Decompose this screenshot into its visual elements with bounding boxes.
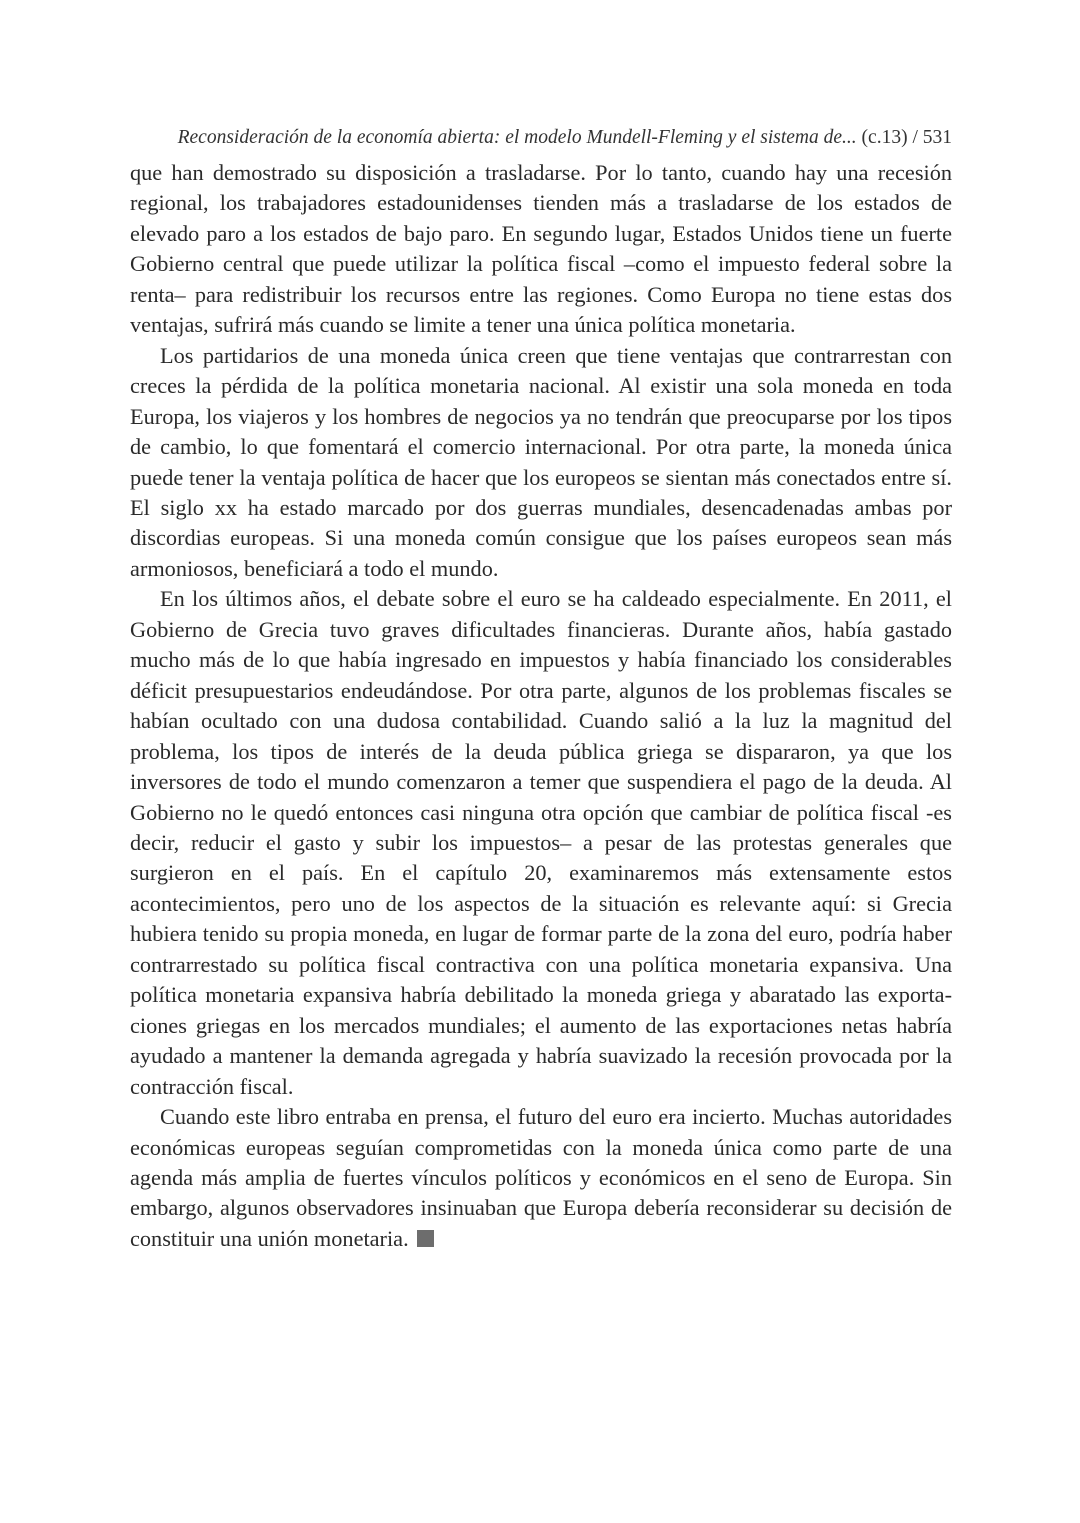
- paragraph-continued: que han demostrado su disposición a trasladarse. Por lo tanto, cuando hay una recesión regional, los trabajadores estadounidenses tienden más a trasladarse de los estados de elevado paro a los estados de bajo paro. En segundo lugar, Estados Unidos tiene un fuerte Gobierno central que puede utilizar la política fiscal –como el impuesto federal sobre la renta– para redistribuir los recursos entre las regiones. Como Europa no tiene estas dos ventajas, sufrirá más cuando se limite a tener una única política monetaria.: [130, 160, 952, 338]
- running-title: Reconsideración de la economía abierta: el modelo Mundell-Fleming y el sistema de...: [177, 127, 857, 148]
- paragraph: En los últimos años, el debate sobre el euro se ha caldeado especialmente. En 2011, el Gobierno de Grecia tuvo graves dificultades financieras. Durante años, había gastado mucho más de lo que había ingresado en impuestos y había financiado los considerables déficit presupuestarios endeudándose. Por otra parte, algunos de los problemas fiscales se habían ocultado con una dudosa contabilidad. Cuando salió a la luz la magnitud del problema, los tipos de interés de la deuda pública griega se dispararon, ya que los inversores de todo el mundo comenzaron a temer que suspendiera el pago de la deuda. Al Gobierno no le quedó entonces casi ninguna otra opción que cambiar de política fiscal -es decir, reducir el gasto y subir los impuestos– a pesar de las protestas generales que surgieron en el país. En el capítulo 20, examinaremos más extensamente estos acontecimientos, pero uno de los aspectos de la situación es relevante aquí: si Grecia hubiera tenido su propia moneda, en lugar de formar parte de la zona del euro, podría haber contrarrestado su política fiscal contractiva con una política monetaria expansiva. Una política monetaria expansiva habría debilitado la moneda griega y abaratado las exportaciones griegas en los mercados mundiales; el aumento de las exportaciones netas habría ayudado a mantener la demanda agregada y habría suavizado la recesión provocada por la contracción fiscal.: [130, 586, 952, 1099]
- chapter-reference: (c.13): [861, 127, 908, 148]
- paragraph: Los partidarios de una moneda única creen que tiene ventajas que contrarrestan con creces la pérdida de la política monetaria nacional. Al existir una sola moneda en toda Europa, los viajeros y los hombres de negocios ya no tendrán que preocuparse por los tipos de cambio, lo que fomentará el comercio internacional. Por otra parte, la moneda única puede tener la ventaja política de hacer que los europeos se sientan más conectados entre sí. El siglo xx ha estado marcado por dos guerras mundiales, desencadenadas ambas por discordias europeas. Si una moneda común consigue que los países europeos sean más armoniosos, beneficiará a todo el mundo.: [130, 342, 952, 581]
- header-separator: /: [912, 127, 918, 148]
- page-number: 531: [922, 127, 952, 148]
- end-of-section-square-icon: [417, 1230, 434, 1247]
- paragraph-last: [130, 1102, 952, 1254]
- running-header: [112, 124, 952, 152]
- body-text: [130, 158, 952, 1254]
- paragraph-text: Cuando este libro entraba en prensa, el futuro del euro era incierto. Muchas autoridades económicas europeas seguían comprometidas con la moneda única como parte de una agenda más amplia de fuertes vínculos políticos y económicos en el seno de Europa. Sin embargo, algunos observadores insinuaban que Europa debería reconsiderar su decisión de constituir una unión monetaria.: [130, 1104, 952, 1251]
